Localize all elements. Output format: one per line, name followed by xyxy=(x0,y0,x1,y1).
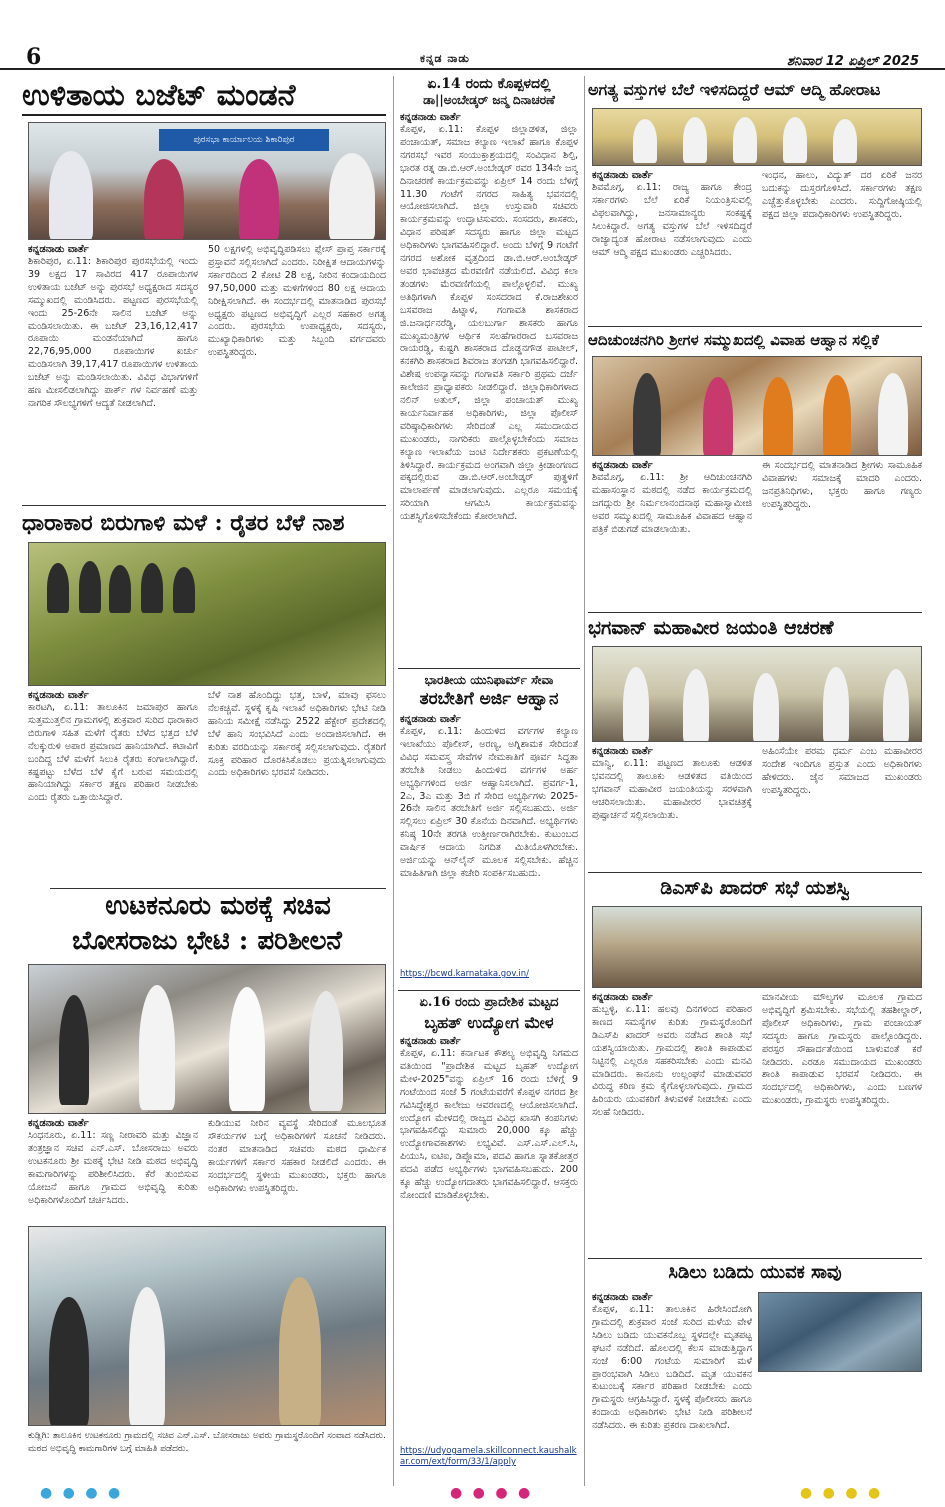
jobfair-body: ಕೊಪ್ಪಳ, ಏ.11: ಕರ್ನಾಟಕ ಕೌಶಲ್ಯ ಅಭಿವೃದ್ಧಿ ನಿಗಮದ ವತಿಯಿಂದ "ಪ್ರಾದೇಶಿಕ ಮಟ್ಟದ ಬೃಹತ್ ಉದ್ಯೋಗ ಮೇಳ-2025"ವನ್ನು ಏಪ್ರಿಲ್ 16 ರಂದು ಬೆಳಿಗ್ಗೆ 9 ಗಂಟೆಯಿಂದ ಸಂಜೆ 5 ಗಂಟೆಯವರೆಗೆ ಕೊಪ್ಪಳ ನಗರದ ಶ್ರೀ ಗವಿಸಿದ್ಧೇಶ್ವರ ಕಾಲೇಜು ಆವರಣದಲ್ಲಿ ಆಯೋಜಿಸಲಾಗಿದೆ. ಉದ್ಯೋಗ ಮೇಳದಲ್ಲಿ ರಾಜ್ಯದ ವಿವಿಧ ಖಾಸಗಿ ಕಂಪನಿಗಳು ಭಾಗವಹಿಸಲಿದ್ದು ಸುಮಾರು 20,000 ಕ್ಕೂ ಹೆಚ್ಚು ಉದ್ಯೋಗಾವಕಾಶಗಳು ಲಭ್ಯವಿವೆ. ಎಸ್.ಎಸ್.ಎಲ್.ಸಿ, ಪಿಯುಸಿ, ಐಟಿಐ, ಡಿಪ್ಲೊಮಾ, ಪದವಿ ಹಾಗೂ ಸ್ನಾತಕೋತ್ತರ ಪದವಿ ಪಡೆದ ಅಭ್ಯರ್ಥಿಗಳು ಭಾಗವಹಿಸಬಹುದು. 200 ಕ್ಕೂ ಹೆಚ್ಚು ಉದ್ಯೋಗದಾತರು ಭಾಗವಹಿಸಲಿದ್ದಾರೆ. ಆಸಕ್ತರು ನೋಂದಣಿ ಮಾಡಿಕೊಳ್ಳಬೇಕು. xyxy=(400,1048,578,1201)
person-figure xyxy=(173,567,195,613)
person-figure xyxy=(329,153,375,240)
jobfair-headline-line1: ಏ.16 ರಂದು ಪ್ರಾದೇಶಿಕ ಮಟ್ಟದ xyxy=(419,995,559,1010)
column-divider xyxy=(393,76,394,1486)
budget-headline: ಉಳಿತಾಯ ಬಜೆಟ್ ಮಂಡನೆ xyxy=(22,76,386,116)
jobfair-headline-line2: ಬೃಹತ್ ಉದ್ಯೋಗ ಮೇಳ xyxy=(424,1013,554,1032)
column-divider xyxy=(584,76,585,1486)
aap-byline: ಕನ್ನಡನಾಡು ವಾರ್ತೆ xyxy=(592,170,653,181)
storm-photo xyxy=(28,542,386,686)
uniform-headline-line2: ತರಬೇತಿಗೆ ಅರ್ಜಿ ಆಹ್ವಾನ xyxy=(419,689,559,709)
person-figure xyxy=(47,563,69,613)
footer-color-dots: ● ● ● ● xyxy=(450,1485,534,1501)
footer-color-dots: ● ● ● ● xyxy=(40,1485,124,1501)
person-figure xyxy=(883,669,909,742)
mahaveera-body-col2: ಅಹಿಂಸೆಯೇ ಪರಮ ಧರ್ಮ ಎಂಬ ಮಹಾವೀರರ ಸಂದೇಶ ಇಂದಿಗೂ ಪ್ರಸ್ತುತ ಎಂದು ಅಧಿಕಾರಿಗಳು ಹೇಳಿದರು. ಜೈನ ಸಮಾಜದ ಮುಖಂಡರು ಉಪಸ್ಥಿತರಿದ್ದರು. xyxy=(762,746,922,796)
person-figure xyxy=(79,561,101,613)
ambedkar-body: ಕೊಪ್ಪಳ, ಏ.11: ಕೊಪ್ಪಳ ಜಿಲ್ಲಾಡಳಿತ, ಜಿಲ್ಲಾ ಪಂಚಾಯತ್, ಸಮಾಜ ಕಲ್ಯಾಣ ಇಲಾಖೆ ಹಾಗೂ ಕೊಪ್ಪಳ ನಗರಸಭೆ ಇವರ ಸಂಯುಕ್ತಾಶ್ರಯದಲ್ಲಿ ಸಂವಿಧಾನ ಶಿಲ್ಪಿ, ಭಾರತ ರತ್ನ ಡಾ.ಬಿ.ಆರ್.ಅಂಬೇಡ್ಕರ್ ರವರ 134ನೇ ಜನ್ಮ ದಿನಾಚರಣೆ ಕಾರ್ಯಕ್ರಮವನ್ನು ಏಪ್ರಿಲ್ 14 ರಂದು ಬೆಳಿಗ್ಗೆ 11.30 ಗಂಟೆಗೆ ನಗರದ ಸಾಹಿತ್ಯ ಭವನದಲ್ಲಿ ಆಯೋಜಿಸಲಾಗಿದೆ. ಜಿಲ್ಲಾ ಉಸ್ತುವಾರಿ ಸಚಿವರು ಕಾರ್ಯಕ್ರಮವನ್ನು ಉದ್ಘಾಟಿಸುವರು. ಸಂಸದರು, ಶಾಸಕರು, ವಿಧಾನ ಪರಿಷತ್ ಸದಸ್ಯರು ಹಾಗೂ ಜಿಲ್ಲಾ ಮಟ್ಟದ ಅಧಿಕಾರಿಗಳು ಭಾಗವಹಿಸಲಿದ್ದಾರೆ. ಅಂದು ಬೆಳಿಗ್ಗೆ 9 ಗಂಟೆಗೆ ನಗರದ ಅಶೋಕ ವೃತ್ತದಿಂದ ಡಾ.ಬಿ.ಆರ್.ಅಂಬೇಡ್ಕರ್ ಅವರ ಭಾವಚಿತ್ರದ ಮೆರವಣಿಗೆ ನಡೆಯಲಿದೆ. ವಿವಿಧ ಕಲಾ ತಂಡಗಳು ಮೆರವಣಿಗೆಯಲ್ಲಿ ಪಾಲ್ಗೊಳ್ಳಲಿವೆ. ಮುಖ್ಯ ಅತಿಥಿಗಳಾಗಿ ಕೊಪ್ಪಳ ಸಂಸದರಾದ ಕೆ.ರಾಜಶೇಖರ ಬಸವರಾಜ ಹಿಟ್ನಾಳ, ಗಂಗಾವತಿ ಶಾಸಕರಾದ ಜಿ.ಜನಾರ್ಧನರೆಡ್ಡಿ, ಯಲಬುರ್ಗಾ ಶಾಸಕರು ಹಾಗೂ ಮುಖ್ಯಮಂತ್ರಿಗಳ ಆರ್ಥಿಕ ಸಲಹೆಗಾರರಾದ ಬಸವರಾಜ ರಾಯರಡ್ಡಿ, ಕುಷ್ಟಗಿ ಶಾಸಕರಾದ ದೊಡ್ಡನಗೌಡ ಪಾಟೀಲ್, ಕನಕಗಿರಿ ಶಾಸಕರಾದ ಶಿವರಾಜ ತಂಗಡಗಿ ಭಾಗವಹಿಸಲಿದ್ದಾರೆ. ವಿಶೇಷ ಉಪನ್ಯಾಸವನ್ನು ಗಂಗಾವತಿ ಸರ್ಕಾರಿ ಪ್ರಥಮ ದರ್ಜೆ ಕಾಲೇಜಿನ ಪ್ರಾಧ್ಯಾಪಕರು ನೀಡಲಿದ್ದಾರೆ. ಜಿಲ್ಲಾಧಿಕಾರಿಗಳಾದ ನಲಿನ್ ಅತುಲ್, ಜಿಲ್ಲಾ ಪಂಚಾಯತ್ ಮುಖ್ಯ ಕಾರ್ಯನಿರ್ವಾಹಕ ಅಧಿಕಾರಿಗಳು, ಜಿಲ್ಲಾ ಪೊಲೀಸ್ ವರಿಷ್ಠಾಧಿಕಾರಿಗಳು ಸೇರಿದಂತೆ ಎಲ್ಲ ಸಮುದಾಯದ ಮುಖಂಡರು, ನಾಗರಿಕರು ಪಾಲ್ಗೊಳ್ಳಬೇಕೆಂದು ಸಮಾಜ ಕಲ್ಯಾಣ ಇಲಾಖೆಯ ಜಂಟಿ ನಿರ್ದೇಶಕರು ಪ್ರಕಟಣೆಯಲ್ಲಿ ತಿಳಿಸಿದ್ದಾರೆ. ಕಾರ್ಯಕ್ರಮದ ಅಂಗವಾಗಿ ಜಿಲ್ಲಾ ಕ್ರೀಡಾಂಗಣದ ಪಕ್ಕದಲ್ಲಿರುವ ಡಾ.ಬಿ.ಆರ್.ಅಂಬೇಡ್ಕರ್ ಪುತ್ಥಳಿಗೆ ಮಾಲಾರ್ಪಣೆ ಮಾಡಲಾಗುವುದು. ಎಲ್ಲರೂ ಸಮಯಕ್ಕೆ ಸರಿಯಾಗಿ ಆಗಮಿಸಿ ಕಾರ್ಯಕ್ರಮವನ್ನು ಯಶಸ್ವಿಗೊಳಿಸಬೇಕೆಂದು ಕೋರಲಾಗಿದೆ. xyxy=(400,124,578,523)
adichunchanagiri-body-col1: ಶಿವಮೊಗ್ಗ, ಏ.11: ಶ್ರೀ ಆದಿಚುಂಚನಗಿರಿ ಮಹಾಸಂಸ್ಥಾನ ಮಠದಲ್ಲಿ ನಡೆದ ಕಾರ್ಯಕ್ರಮದಲ್ಲಿ ಜಗದ್ಗುರು ಶ್ರೀ ನಿರ್ಮಲಾನಂದನಾಥ ಮಹಾಸ್ವಾಮೀಜಿ ಅವರ ಸಮ್ಮುಖದಲ್ಲಿ ಸಾಮೂಹಿಕ ವಿವಾಹದ ಆಹ್ವಾನ ಪತ್ರಿಕೆ ಬಿಡುಗಡೆ ಮಾಡಲಾಯಿತು. xyxy=(592,472,752,535)
person-figure xyxy=(823,375,851,456)
person-figure xyxy=(753,673,779,742)
minister-body-col1: ಸಿಂಧನೂರು, ಏ.11: ಸಣ್ಣ ನೀರಾವರಿ ಮತ್ತು ವಿಜ್ಞಾನ ತಂತ್ರಜ್ಞಾನ ಸಚಿವ ಎನ್.ಎಸ್. ಬೋಸರಾಜು ಅವರು ಉಟಕನೂರು ಶ್ರೀ ಮಠಕ್ಕೆ ಭೇಟಿ ನೀಡಿ ಮಠದ ಅಭಿವೃದ್ಧಿ ಕಾಮಗಾರಿಗಳನ್ನು ಪರಿಶೀಲಿಸಿದರು. ಕೆರೆ ತುಂಬಿಸುವ ಯೋಜನೆ ಹಾಗೂ ಗ್ರಾಮದ ಅಭಿವೃದ್ಧಿ ಕುರಿತು ಅಧಿಕಾರಿಗಳೊಂದಿಗೆ ಚರ್ಚಿಸಿದರು. xyxy=(28,1130,198,1206)
aap-body-col2: ಇಂಧನ, ಹಾಲು, ವಿದ್ಯುತ್ ದರ ಏರಿಕೆ ಜನರ ಬದುಕನ್ನು ದುಸ್ತರಗೊಳಿಸಿದೆ. ಸರ್ಕಾರಗಳು ತಕ್ಷಣ ಎಚ್ಚೆತ್ತುಕೊಳ್ಳಬೇಕು ಎಂದರು. ಸುದ್ದಿಗೋಷ್ಠಿಯಲ್ಲಿ ಪಕ್ಷದ ಜಿಲ್ಲಾ ಪದಾಧಿಕಾರಿಗಳು ಉಪಸ್ಥಿತರಿದ್ದರು. xyxy=(762,170,922,220)
ambedkar-byline: ಕನ್ನಡನಾಡು ವಾರ್ತೆ xyxy=(400,112,461,123)
lightning-body: ಕೊಪ್ಪಳ, ಏ.11: ತಾಲೂಕಿನ ಹಿರೇಸಿಂದೋಗಿ ಗ್ರಾಮದಲ್ಲಿ ಶುಕ್ರವಾರ ಸಂಜೆ ಸುರಿದ ಮಳೆಯ ವೇಳೆ ಸಿಡಿಲು ಬಡಿದು ಯುವಕನೊಬ್ಬ ಸ್ಥಳದಲ್ಲೇ ಮೃತಪಟ್ಟ ಘಟನೆ ನಡೆದಿದೆ. ಹೊಲದಲ್ಲಿ ಕೆಲಸ ಮಾಡುತ್ತಿದ್ದಾಗ ಸಂಜೆ 6:00 ಗಂಟೆಯ ಸುಮಾರಿಗೆ ಮಳೆ ಪ್ರಾರಂಭವಾಗಿ ಸಿಡಿಲು ಬಡಿದಿದೆ. ಮೃತ ಯುವಕನ ಕುಟುಂಬಕ್ಕೆ ಸರ್ಕಾರ ಪರಿಹಾರ ನೀಡಬೇಕು ಎಂದು ಗ್ರಾಮಸ್ಥರು ಆಗ್ರಹಿಸಿದ್ದಾರೆ. ಸ್ಥಳಕ್ಕೆ ಪೊಲೀಸರು ಹಾಗೂ ಕಂದಾಯ ಅಧಿಕಾರಿಗಳು ಭೇಟಿ ನೀಡಿ ಪರಿಶೀಲನೆ ನಡೆಸಿದರು. ಈ ಕುರಿತು ಪ್ರಕರಣ ದಾಖಲಾಗಿದೆ. xyxy=(592,1304,752,1432)
person-figure xyxy=(49,151,93,240)
person-figure xyxy=(239,159,279,240)
person-figure xyxy=(633,119,657,163)
masthead xyxy=(0,0,945,70)
person-figure xyxy=(823,667,849,742)
minister-photo-2 xyxy=(28,1226,386,1426)
person-figure xyxy=(683,117,707,163)
person-figure xyxy=(144,159,184,240)
uniform-byline: ಕನ್ನಡನಾಡು ವಾರ್ತೆ xyxy=(400,714,461,725)
dsp-body-col2: ಮಾನವೀಯ ಮೌಲ್ಯಗಳ ಮೂಲಕ ಗ್ರಾಮದ ಅಭಿವೃದ್ಧಿಗೆ ಶ್ರಮಿಸಬೇಕು. ಸಭೆಯಲ್ಲಿ ತಹಶೀಲ್ದಾರ್, ಪೊಲೀಸ್ ಅಧಿಕಾರಿಗಳು, ಗ್ರಾಮ ಪಂಚಾಯತ್ ಸದಸ್ಯರು ಹಾಗೂ ಗ್ರಾಮಸ್ಥರು ಪಾಲ್ಗೊಂಡಿದ್ದರು. ಪರಸ್ಪರ ಸೌಹಾರ್ದತೆಯಿಂದ ಬಾಳುವಂತೆ ಕರೆ ನೀಡಿದರು. ಎರಡೂ ಸಮುದಾಯದ ಮುಖಂಡರು ಶಾಂತಿ ಕಾಪಾಡುವ ಭರವಸೆ ನೀಡಿದರು. ಈ ಸಂದರ್ಭದಲ್ಲಿ ಅಧಿಕಾರಿಗಳು, ಎಂದು ಬಣಗಳ ಮುಖಂಡರು, ಗ್ರಾಮಸ್ಥರು ಉಪಸ್ಥಿತರಿದ್ದರು. xyxy=(762,992,922,1107)
person-figure xyxy=(733,117,757,163)
aap-photo xyxy=(592,108,922,166)
person-figure xyxy=(141,563,163,613)
adichunchanagiri-headline: ಆದಿಚುಂಚನಗಿರಿ ಶ್ರೀಗಳ ಸಮ್ಮುಖದಲ್ಲಿ ವಿವಾಹ ಆಹ್ವಾನ ಸಲ್ಲಿಕೆ xyxy=(588,326,922,352)
person-figure xyxy=(109,565,131,613)
storm-body-col1: ಕಾರಟಗಿ, ಏ.11: ತಾಲೂಕಿನ ಜಮಾಪುರ ಹಾಗೂ ಸುತ್ತಮುತ್ತಲಿನ ಗ್ರಾಮಗಳಲ್ಲಿ ಶುಕ್ರವಾರ ಸುರಿದ ಧಾರಾಕಾರ ಬಿರುಗಾಳಿ ಸಹಿತ ಮಳೆಗೆ ರೈತರು ಬೆಳೆದ ಭತ್ತದ ಬೆಳೆ ನೆಲಕ್ಕುರುಳಿ ಅಪಾರ ಪ್ರಮಾಣದ ಹಾನಿಯಾಗಿದೆ. ಕಟಾವಿಗೆ ಬಂದಿದ್ದ ಬೆಳೆ ಮಳೆಗೆ ಸಿಲುಕಿ ರೈತರು ಕಂಗಾಲಾಗಿದ್ದಾರೆ. ಕಷ್ಟಪಟ್ಟು ಬೆಳೆದ ಬೆಳೆ ಕೈಗೆ ಬರುವ ಸಮಯದಲ್ಲಿ ಹಾನಿಯಾಗಿದ್ದು ಸರ್ಕಾರ ತಕ್ಷಣ ಪರಿಹಾರ ನೀಡಬೇಕು ಎಂದು ರೈತರು ಒತ್ತಾಯಿಸಿದ್ದಾರೆ. xyxy=(28,702,198,804)
person-figure xyxy=(279,1277,321,1426)
lightning-photo xyxy=(758,1292,922,1372)
person-figure xyxy=(683,669,709,742)
budget-photo xyxy=(28,122,386,240)
budget-body-col2: 50 ಲಕ್ಷಗಳಲ್ಲಿ ಅಭಿವೃದ್ಧಿಪಡಿಸಲು ಪ್ಲೇಸ್ ಪ್ರಾಪ್ತ ಸರ್ಕಾರಕ್ಕೆ ಪ್ರಸ್ತಾವನೆ ಸಲ್ಲಿಸಲಾಗಿದೆ ಎಂದರು. ನಿರೀಕ್ಷಿತ ಆದಾಯಗಳನ್ನು ಸರ್ಕಾರದಿಂದ 2 ಕೋಟಿ 28 ಲಕ್ಷ, ನೀರಿನ ಕಂದಾಯದಿಂದ 97,50,000 ಮತ್ತು ಮಳಿಗೆಗಳಿಂದ 80 ಲಕ್ಷ ಆದಾಯ ನಿರೀಕ್ಷಿಸಲಾಗಿದೆ. ಈ ಸಂದರ್ಭದಲ್ಲಿ ಮಾತನಾಡಿದ ಪುರಸಭೆ ಅಧ್ಯಕ್ಷರು ಪಟ್ಟಣದ ಅಭಿವೃದ್ಧಿಗೆ ಎಲ್ಲರ ಸಹಕಾರ ಅಗತ್ಯ ಎಂದರು. ಪುರಸಭೆಯ ಉಪಾಧ್ಯಕ್ಷರು, ಸದಸ್ಯರು, ಮುಖ್ಯಾಧಿಕಾರಿಗಳು ಮತ್ತು ಸಿಬ್ಬಂದಿ ವರ್ಗದವರು ಉಪಸ್ಥಿತರಿದ್ದರು. xyxy=(208,244,386,359)
mahaveera-photo xyxy=(592,646,922,742)
divider xyxy=(398,990,580,991)
person-figure xyxy=(59,995,89,1105)
dsp-byline: ಕನ್ನಡನಾಡು ವಾರ್ತೆ xyxy=(592,992,653,1003)
dsp-body-col1: ಹುಬ್ಬಳ್ಳಿ, ಏ.11: ಹಲವು ದಿನಗಳಿಂದ ಪರಿಹಾರ ಕಾಣದ ಸಮಸ್ಯೆಗಳ ಕುರಿತು ಗ್ರಾಮಸ್ಥರೊಂದಿಗೆ ಡಿಎಸ್‌ಪಿ ಖಾದರ್ ಅವರು ನಡೆಸಿದ ಶಾಂತಿ ಸಭೆ ಯಶಸ್ವಿಯಾಯಿತು. ಗ್ರಾಮದಲ್ಲಿ ಶಾಂತಿ ಕಾಪಾಡುವ ನಿಟ್ಟಿನಲ್ಲಿ ಎಲ್ಲರೂ ಸಹಕರಿಸಬೇಕು ಎಂದು ಮನವಿ ಮಾಡಿದರು. ಕಾನೂನು ಉಲ್ಲಂಘನೆ ಮಾಡುವವರ ವಿರುದ್ಧ ಕಠಿಣ ಕ್ರಮ ಕೈಗೊಳ್ಳಲಾಗುವುದು. ಗ್ರಾಮದ ಹಿರಿಯರು ಯುವಕರಿಗೆ ತಿಳುವಳಿಕೆ ನೀಡಬೇಕು ಎಂದು ಸಲಹೆ ನೀಡಿದರು. xyxy=(592,1004,752,1119)
adichunchanagiri-byline: ಕನ್ನಡನಾಡು ವಾರ್ತೆ xyxy=(592,460,653,471)
minister-photo xyxy=(28,964,386,1114)
budget-photo-banner: ಪುರಸಭಾ ಕಾರ್ಯಾಲಯ ಶಿಕಾರಿಪುರ xyxy=(159,129,329,151)
budget-body-col1: ಶಿಕಾರಿಪುರ, ಏ.11: ಶಿಕಾರಿಪುರ ಪುರಸಭೆಯಲ್ಲಿ ಇಂದು 39 ಲಕ್ಷದ 17 ಸಾವಿರದ 417 ರೂಪಾಯಿಗಳ ಉಳಿತಾಯ ಬಜೆಟ್ ಅನ್ನು ಪುರಸಭೆ ಅಧ್ಯಕ್ಷರಾದ ಸದಸ್ಯರ ಸಮ್ಮುಖದಲ್ಲಿ ಮಂಡಿಸಿದರು. ಪಟ್ಟಣದ ಪುರಸಭೆಯಲ್ಲಿ ಇಂದು 25-26ನೇ ಸಾಲಿನ ಬಜೆಟ್ ಅನ್ನು ಮಂಡಿಸಲಾಯಿತು. ಈ ಬಜೆಟ್ 23,16,12,417 ರೂಪಾಯಿ ಮಂಡನೆಯಾಗಿದೆ ಹಾಗೂ 22,76,95,000 ರೂಪಾಯಿಗಳ ಖರ್ಚು ಮಂಡಿಸಲಾಗಿ 39,17,417 ರೂಪಾಯಿಗಳ ಉಳಿತಾಯ ಬಜೆಟ್ ಅನ್ನು ಮಂಡಿಸಲಾಯಿತು. ವಿವಿಧ ವಿಭಾಗಗಳಿಗೆ ಹಣ ಮೀಸಲಿಡಲಾಗಿದ್ದು ಪಾರ್ಕ್ ಗಳ ನಿರ್ವಹಣೆ ಮತ್ತು ನಾಗರಿಕ ಸೌಲಭ್ಯಗಳಿಗೆ ಆದ್ಯತೆ ನೀಡಲಾಗಿದೆ. xyxy=(28,256,198,409)
lightning-byline: ಕನ್ನಡನಾಡು ವಾರ್ತೆ xyxy=(592,1292,653,1303)
person-figure xyxy=(49,1297,89,1426)
budget-byline: ಕನ್ನಡನಾಡು ವಾರ್ತೆ xyxy=(28,244,89,255)
page-number: 6 xyxy=(26,44,42,70)
uniform-headline-line1: ಭಾರತೀಯ ಯುನಿಫಾರ್ಮ್ ಸೇವಾ xyxy=(424,673,554,687)
aap-body-col1: ಶಿವಮೊಗ್ಗ, ಏ.11: ರಾಜ್ಯ ಹಾಗೂ ಕೇಂದ್ರ ಸರ್ಕಾರಗಳು ಬೆಲೆ ಏರಿಕೆ ನಿಯಂತ್ರಿಸುವಲ್ಲಿ ವಿಫಲವಾಗಿದ್ದು, ಜನಸಾಮಾನ್ಯರು ಸಂಕಷ್ಟಕ್ಕೆ ಸಿಲುಕಿದ್ದಾರೆ. ಅಗತ್ಯ ವಸ್ತುಗಳ ಬೆಲೆ ಇಳಿಸದಿದ್ದರೆ ರಾಜ್ಯಾದ್ಯಂತ ಹೋರಾಟ ನಡೆಸಲಾಗುವುದು ಎಂದು ಆಮ್ ಆದ್ಮಿ ಪಕ್ಷದ ಮುಖಂಡರು ಎಚ್ಚರಿಸಿದರು. xyxy=(592,182,752,258)
footer-color-dots: ● ● ● ● xyxy=(800,1485,884,1501)
date-line: ಶನಿವಾರ 12 ಏಪ್ರಿಲ್ 2025 xyxy=(787,54,919,69)
dsp-headline: ಡಿಎಸ್‌ಪಿ ಖಾದರ್ ಸಭೆ ಯಶಸ್ವಿ xyxy=(588,872,922,902)
storm-headline: ಧಾರಾಕಾರ ಬಿರುಗಾಳಿ ಮಳೆ : ರೈತರ ಬೆಳೆ ನಾಶ xyxy=(22,505,386,539)
minister-photo2-caption: ಕುಡ್ಲಿಗಿ: ತಾಲೂಕಿನ ಉಟಕನೂರು ಗ್ರಾಮದಲ್ಲಿ ಸಚಿವ ಎನ್.ಎಸ್. ಬೋಸರಾಜು ಅವರು ಗ್ರಾಮಸ್ಥರೊಂದಿಗೆ ಸಂವಾದ ನಡೆಸಿದರು. ಮಠದ ಅಭಿವೃದ್ಧಿ ಕಾಮಗಾರಿಗಳ ಬಗ್ಗೆ ಮಾಹಿತಿ ಪಡೆದರು. xyxy=(28,1431,386,1454)
jobfair-byline: ಕನ್ನಡನಾಡು ವಾರ್ತೆ xyxy=(400,1036,461,1047)
uniform-body: ಕೊಪ್ಪಳ, ಏ.11: ಹಿಂದುಳಿದ ವರ್ಗಗಳ ಕಲ್ಯಾಣ ಇಲಾಖೆಯು ಪೊಲೀಸ್, ಅರಣ್ಯ, ಅಗ್ನಿಶಾಮಕ ಸೇರಿದಂತೆ ವಿವಿಧ ಸಮವಸ್ತ್ರ ಸೇವೆಗಳ ನೇಮಕಾತಿಗೆ ಪೂರ್ವ ಸಿದ್ಧತಾ ತರಬೇತಿ ನೀಡಲು ಹಿಂದುಳಿದ ವರ್ಗಗಳ ಅರ್ಹ ಅಭ್ಯರ್ಥಿಗಳಿಂದ ಅರ್ಜಿ ಆಹ್ವಾನಿಸಲಾಗಿದೆ. ಪ್ರವರ್ಗ-1, 2ಎ, 3ಎ ಮತ್ತು 3ಬಿ ಗೆ ಸೇರಿದ ಅಭ್ಯರ್ಥಿಗಳು 2025-26ನೇ ಸಾಲಿನ ತರಬೇತಿಗೆ ಅರ್ಜಿ ಸಲ್ಲಿಸಬಹುದು. ಅರ್ಜಿ ಸಲ್ಲಿಸಲು ಏಪ್ರಿಲ್ 30 ಕೊನೆಯ ದಿನವಾಗಿದೆ. ಅಭ್ಯರ್ಥಿಗಳು ಕನಿಷ್ಠ 10ನೇ ತರಗತಿ ಉತ್ತೀರ್ಣರಾಗಿರಬೇಕು. ಕುಟುಂಬದ ವಾರ್ಷಿಕ ಆದಾಯ ನಿಗದಿತ ಮಿತಿಯೊಳಗಿರಬೇಕು. ಅರ್ಜಿಯನ್ನು ಆನ್‌ಲೈನ್ ಮೂಲಕ ಸಲ್ಲಿಸಬೇಕು. ಹೆಚ್ಚಿನ ಮಾಹಿತಿಗಾಗಿ ಜಿಲ್ಲಾ ಕಚೇರಿ ಸಂಪರ್ಕಿಸಬಹುದು. xyxy=(400,726,578,879)
person-figure xyxy=(703,377,733,456)
ambedkar-headline-line2: ಡಾ||ಅಂಬೇಡ್ಕರ್ ಜನ್ಮ ದಿನಾಚರಣೆ xyxy=(423,93,555,107)
person-figure xyxy=(833,119,857,163)
minister-byline: ಕನ್ನಡನಾಡು ವಾರ್ತೆ xyxy=(28,1118,89,1129)
divider xyxy=(398,668,580,669)
mahaveera-byline: ಕನ್ನಡನಾಡು ವಾರ್ತೆ xyxy=(592,746,653,757)
lightning-headline: ಸಿಡಿಲು ಬಡಿದು ಯುವಕ ಸಾವು xyxy=(588,1258,922,1286)
person-figure xyxy=(878,373,908,456)
adichunchanagiri-photo xyxy=(592,356,922,456)
minister-body-col2: ಕುಡಿಯುವ ನೀರಿನ ವ್ಯವಸ್ಥೆ ಸೇರಿದಂತೆ ಮೂಲಭೂತ ಸೌಕರ್ಯಗಳ ಬಗ್ಗೆ ಅಧಿಕಾರಿಗಳಿಗೆ ಸೂಚನೆ ನೀಡಿದರು. ನಂತರ ಮಾತನಾಡಿದ ಸಚಿವರು ಮಠದ ಧಾರ್ಮಿಕ ಕಾರ್ಯಗಳಿಗೆ ಸರ್ಕಾರ ಸಹಕಾರ ನೀಡಲಿದೆ ಎಂದರು. ಈ ಸಂದರ್ಭದಲ್ಲಿ ಸ್ಥಳೀಯ ಮುಖಂಡರು, ಭಕ್ತರು ಹಾಗೂ ಅಧಿಕಾರಿಗಳು ಉಪಸ್ಥಿತರಿದ್ದರು. xyxy=(208,1118,386,1194)
minister-headline-line2: ಬೋಸರಾಜು ಭೇಟಿ : ಪರಿಶೀಲನೆ xyxy=(72,926,342,956)
person-figure xyxy=(783,117,807,163)
person-figure xyxy=(229,987,265,1111)
aap-headline: ಅಗತ್ಯ ವಸ್ತುಗಳ ಬೆಲೆ ಇಳಿಸದಿದ್ದರೆ ಆಮ್ ಆದ್ಮಿ ಹೋರಾಟ xyxy=(588,80,881,99)
person-figure xyxy=(623,667,649,742)
adichunchanagiri-body-col2: ಈ ಸಂದರ್ಭದಲ್ಲಿ ಮಾತನಾಡಿದ ಶ್ರೀಗಳು ಸಾಮೂಹಿಕ ವಿವಾಹಗಳು ಸಮಾಜಕ್ಕೆ ಮಾದರಿ ಎಂದರು. ಜನಪ್ರತಿನಿಧಿಗಳು, ಭಕ್ತರು ಹಾಗೂ ಗಣ್ಯರು ಉಪಸ್ಥಿತರಿದ್ದರು. xyxy=(762,460,922,510)
dsp-photo xyxy=(592,906,922,988)
minister-headline-line1: ಉಟಕನೂರು ಮಠಕ್ಕೆ ಸಚಿವ xyxy=(50,888,386,922)
mahaveera-headline: ಭಗವಾನ್ ಮಹಾವೀರ ಜಯಂತಿ ಆಚರಣೆ xyxy=(588,612,922,642)
person-figure xyxy=(309,991,343,1111)
storm-byline: ಕನ್ನಡನಾಡು ವಾರ್ತೆ xyxy=(28,690,89,701)
storm-body-col2: ಬೆಳೆ ನಾಶ ಹೊಂದಿದ್ದು ಭತ್ತ, ಬಾಳೆ, ಮಾವು ಫಸಲು ನೆಲಕಚ್ಚಿವೆ. ಸ್ಥಳಕ್ಕೆ ಕೃಷಿ ಇಲಾಖೆ ಅಧಿಕಾರಿಗಳು ಭೇಟಿ ನೀಡಿ ಹಾನಿಯ ಸಮೀಕ್ಷೆ ನಡೆಸಿದ್ದು 2522 ಹೆಕ್ಟೇರ್ ಪ್ರದೇಶದಲ್ಲಿ ಬೆಳೆ ಹಾನಿ ಸಂಭವಿಸಿದೆ ಎಂದು ಅಂದಾಜಿಸಲಾಗಿದೆ. ಈ ಕುರಿತು ವರದಿಯನ್ನು ಸರ್ಕಾರಕ್ಕೆ ಸಲ್ಲಿಸಲಾಗುವುದು. ರೈತರಿಗೆ ಸೂಕ್ತ ಪರಿಹಾರ ದೊರಕಿಸಿಕೊಡಲು ಪ್ರಯತ್ನಿಸಲಾಗುವುದು ಎಂದು ಅಧಿಕಾರಿಗಳು ಭರವಸೆ ನೀಡಿದರು. xyxy=(208,690,386,779)
person-figure xyxy=(633,373,661,456)
mahaveera-body-col1: ಮಾನ್ವಿ, ಏ.11: ಪಟ್ಟಣದ ತಾಲೂಕು ಆಡಳಿತ ಭವನದಲ್ಲಿ ತಾಲೂಕು ಆಡಳಿತದ ವತಿಯಿಂದ ಭಗವಾನ್ ಮಹಾವೀರ ಜಯಂತಿಯನ್ನು ಸರಳವಾಗಿ ಆಚರಿಸಲಾಯಿತು. ಮಹಾವೀರರ ಭಾವಚಿತ್ರಕ್ಕೆ ಪುಷ್ಪಾರ್ಚನೆ ಸಲ್ಲಿಸಲಾಯಿತು. xyxy=(592,758,752,821)
paper-name: ಕನ್ನಡ ನಾಡು xyxy=(420,52,470,65)
person-figure xyxy=(139,985,175,1110)
uniform-link[interactable]: https://bcwd.karnataka.gov.in/ xyxy=(400,969,530,979)
person-figure xyxy=(763,377,793,456)
ambedkar-headline-line1: ಏ.14 ರಂದು ಕೊಪ್ಪಳದಲ್ಲಿ xyxy=(427,76,551,92)
jobfair-link[interactable]: https://udyogamela.skillconnect.kaushalkar.com/ext/form/33/1/apply xyxy=(400,1446,577,1467)
person-figure xyxy=(129,1287,165,1426)
